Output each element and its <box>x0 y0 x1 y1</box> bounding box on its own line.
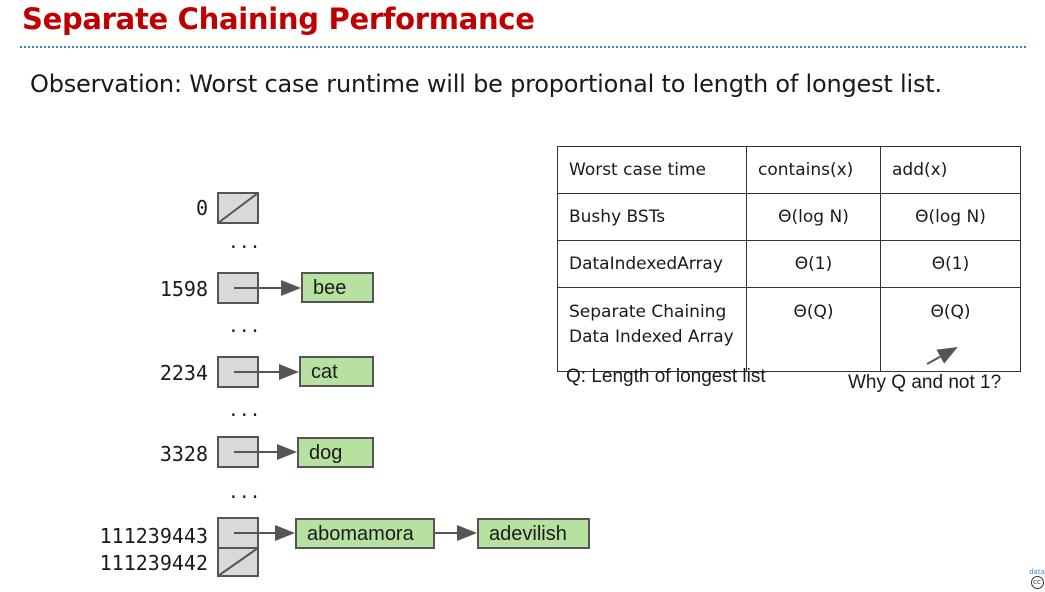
header-cell: contains(x) <box>747 147 881 194</box>
bucket-cell-3328 <box>218 437 295 467</box>
table-row <box>558 194 1021 241</box>
caption-why-question: Why Q and not 1? <box>848 372 1002 393</box>
caption-longest-list: Q: Length of longest list <box>566 366 766 387</box>
header-cell: add(x) <box>881 147 1021 194</box>
bucket-index: 2234 <box>159 361 208 385</box>
list-node-adevilish: adevilish <box>477 518 590 549</box>
runtime-table <box>557 146 1021 372</box>
row-name: DataIndexedArray <box>558 241 747 288</box>
slide-title: Separate Chaining Performance <box>22 2 535 36</box>
table-row <box>558 241 1021 288</box>
list-node-cat: cat <box>299 356 374 387</box>
ellipsis: ... <box>228 232 261 253</box>
bucket-index: 3328 <box>159 442 208 466</box>
contains-cell: Θ(1) <box>747 241 881 288</box>
contains-cell: Θ(Q) <box>747 288 881 372</box>
header-cell: Worst case time <box>558 147 747 194</box>
add-cell: Θ(log N) <box>881 194 1021 241</box>
bucket-cell-1598 <box>218 273 299 303</box>
list-node-dog: dog <box>297 437 374 468</box>
bucket-index: 111239443 <box>99 524 208 548</box>
row-name-line: Data Indexed Array <box>569 327 734 347</box>
row-name-line: Separate Chaining <box>569 302 727 322</box>
bucket-cell-111239443 <box>218 518 293 548</box>
row-name <box>558 288 747 372</box>
list-node-bee: bee <box>301 272 374 303</box>
bucket-cell-2234 <box>218 357 297 387</box>
bucket-cell-0 <box>218 193 258 223</box>
cc-icon: cc <box>1031 576 1044 589</box>
bucket-index: 111239442 <box>99 551 208 575</box>
table-row <box>558 288 1021 372</box>
bucket-index: 0 <box>195 196 208 220</box>
row-name: Bushy BSTs <box>558 194 747 241</box>
bucket-cell-111239442 <box>218 548 258 576</box>
contains-cell: Θ(log N) <box>747 194 881 241</box>
add-cell: Θ(Q) <box>881 288 1021 372</box>
observation-text: Observation: Worst case runtime will be proportional to length of longest list. <box>30 70 942 98</box>
add-cell: Θ(1) <box>881 241 1021 288</box>
cc-license[interactable] <box>1029 568 1045 589</box>
table-header-row <box>558 147 1021 194</box>
ellipsis: ... <box>228 316 261 337</box>
ellipsis: ... <box>228 400 261 421</box>
license-link[interactable]: data <box>1029 568 1045 576</box>
ellipsis: ... <box>228 482 261 503</box>
list-node-abomamora: abomamora <box>295 518 435 549</box>
bucket-index: 1598 <box>159 277 208 301</box>
